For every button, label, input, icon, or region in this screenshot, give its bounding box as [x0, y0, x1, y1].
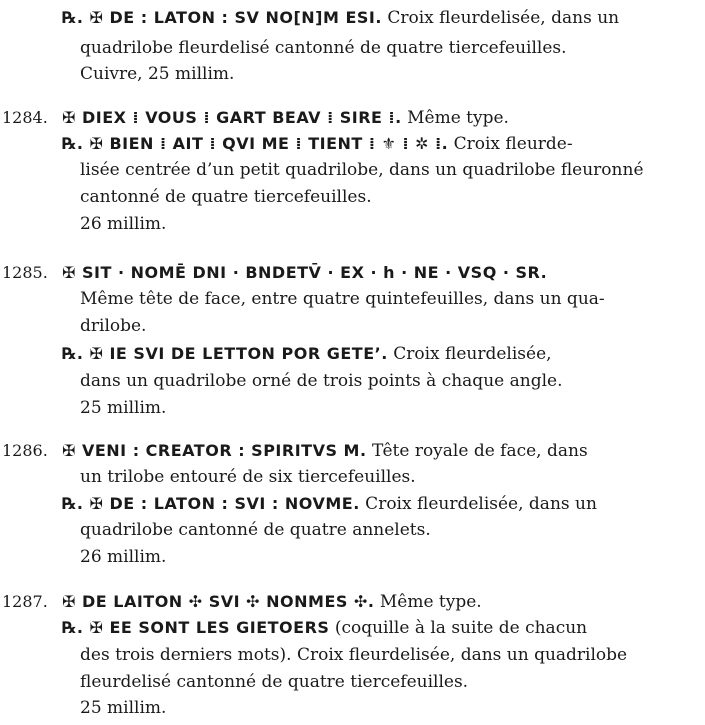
text-line — [0, 134, 573, 154]
legend-text: ℞. ✠ BIEN ⁞ AIT ⁞ QVI ME ⁞ TIENT ⁞ ⚜ ⁞ ✲ ⁞. — [62, 134, 449, 153]
text-line — [0, 547, 166, 567]
description-text: drilobe. — [80, 316, 147, 336]
description-text: Même tête de face, entre quatre quintefeuilles, dans un qua- — [80, 289, 605, 309]
legend-text: ℞. ✠ DE : LATON : SV NO[N]M ESI. — [62, 8, 382, 27]
text-line — [0, 592, 482, 612]
text-line — [0, 441, 588, 461]
text-line — [0, 289, 605, 309]
legend-text: ✠ VENI : CREATOR : SPIRITVS M. — [62, 441, 367, 460]
description-text: des trois derniers mots). Croix fleurdelisée, dans un quadrilobe — [80, 645, 628, 665]
text-line — [0, 64, 234, 84]
text-line — [0, 187, 372, 207]
text-line — [0, 398, 166, 418]
description-text: Cuivre, 25 millim. — [80, 64, 235, 84]
description-text: Croix fleurde- — [448, 134, 573, 154]
text-line — [0, 214, 166, 234]
entry-number: 1287. — [2, 592, 48, 611]
text-line — [0, 645, 627, 665]
legend-text: ✠ SIT · NOMĒ DNI · BNDETV̄ · EX · h · NE · VSQ · SR. — [62, 263, 548, 282]
description-text: Croix fleurdelisée, dans un — [359, 494, 597, 514]
text-line — [0, 618, 587, 638]
description-text: Croix fleurdelisée, dans un — [381, 8, 620, 28]
description-text: Même type. — [374, 592, 482, 612]
description-text: lisée centrée d’un petit quadrilobe, dans un quadrilobe fleuronné — [80, 160, 644, 180]
entry-number: 1285. — [2, 263, 48, 282]
text-line — [0, 160, 644, 180]
entry-number: 1286. — [2, 441, 48, 460]
description-text: fleurdelisé cantonné de quatre tiercefeuilles. — [80, 672, 469, 692]
legend-text: ℞. ✠ IE SVI DE LETTON POR GETE’. — [62, 344, 388, 363]
text-line — [0, 698, 166, 718]
text-line — [0, 316, 146, 336]
description-text: un trilobe entouré de six tiercefeuilles. — [80, 467, 416, 487]
text-line — [0, 38, 567, 58]
description-text: quadrilobe cantonné de quatre annelets. — [80, 520, 431, 540]
description-text: (coquille à la suite de chacun — [329, 618, 588, 638]
description-text: Croix fleurdelisée, — [387, 344, 552, 364]
entry-number: 1284. — [2, 108, 48, 127]
legend-text: ℞. ✠ DE : LATON : SVI : NOVME. — [62, 494, 360, 513]
description-text: 26 millim. — [80, 547, 167, 567]
description-text: Même type. — [401, 108, 509, 128]
description-text: quadrilobe fleurdelisé cantonné de quatre tiercefeuilles. — [80, 38, 567, 58]
text-line — [0, 672, 468, 692]
text-line — [0, 467, 416, 487]
text-line — [0, 344, 552, 364]
description-text: cantonné de quatre tiercefeuilles. — [80, 187, 372, 207]
description-text: 26 millim. — [80, 214, 167, 234]
text-line — [0, 494, 597, 514]
description-text: 25 millim. — [80, 698, 167, 718]
text-line — [0, 263, 547, 283]
description-text: Tête royale de face, dans — [366, 441, 588, 461]
text-line — [0, 108, 509, 128]
description-text: dans un quadrilobe orné de trois points à chaque angle. — [80, 371, 563, 391]
legend-text: ✠ DE LAITON ✣ SVI ✣ NONMES ✣. — [62, 592, 375, 611]
description-text: 25 millim. — [80, 398, 167, 418]
text-line — [0, 520, 431, 540]
text-line — [0, 371, 562, 391]
text-line — [0, 8, 619, 28]
legend-text: ℞. ✠ EE SONT LES GIETOERS — [62, 618, 330, 637]
legend-text: ✠ DIEX ⁞ VOUS ⁞ GART BEAV ⁞ SIRE ⁞. — [62, 108, 402, 127]
